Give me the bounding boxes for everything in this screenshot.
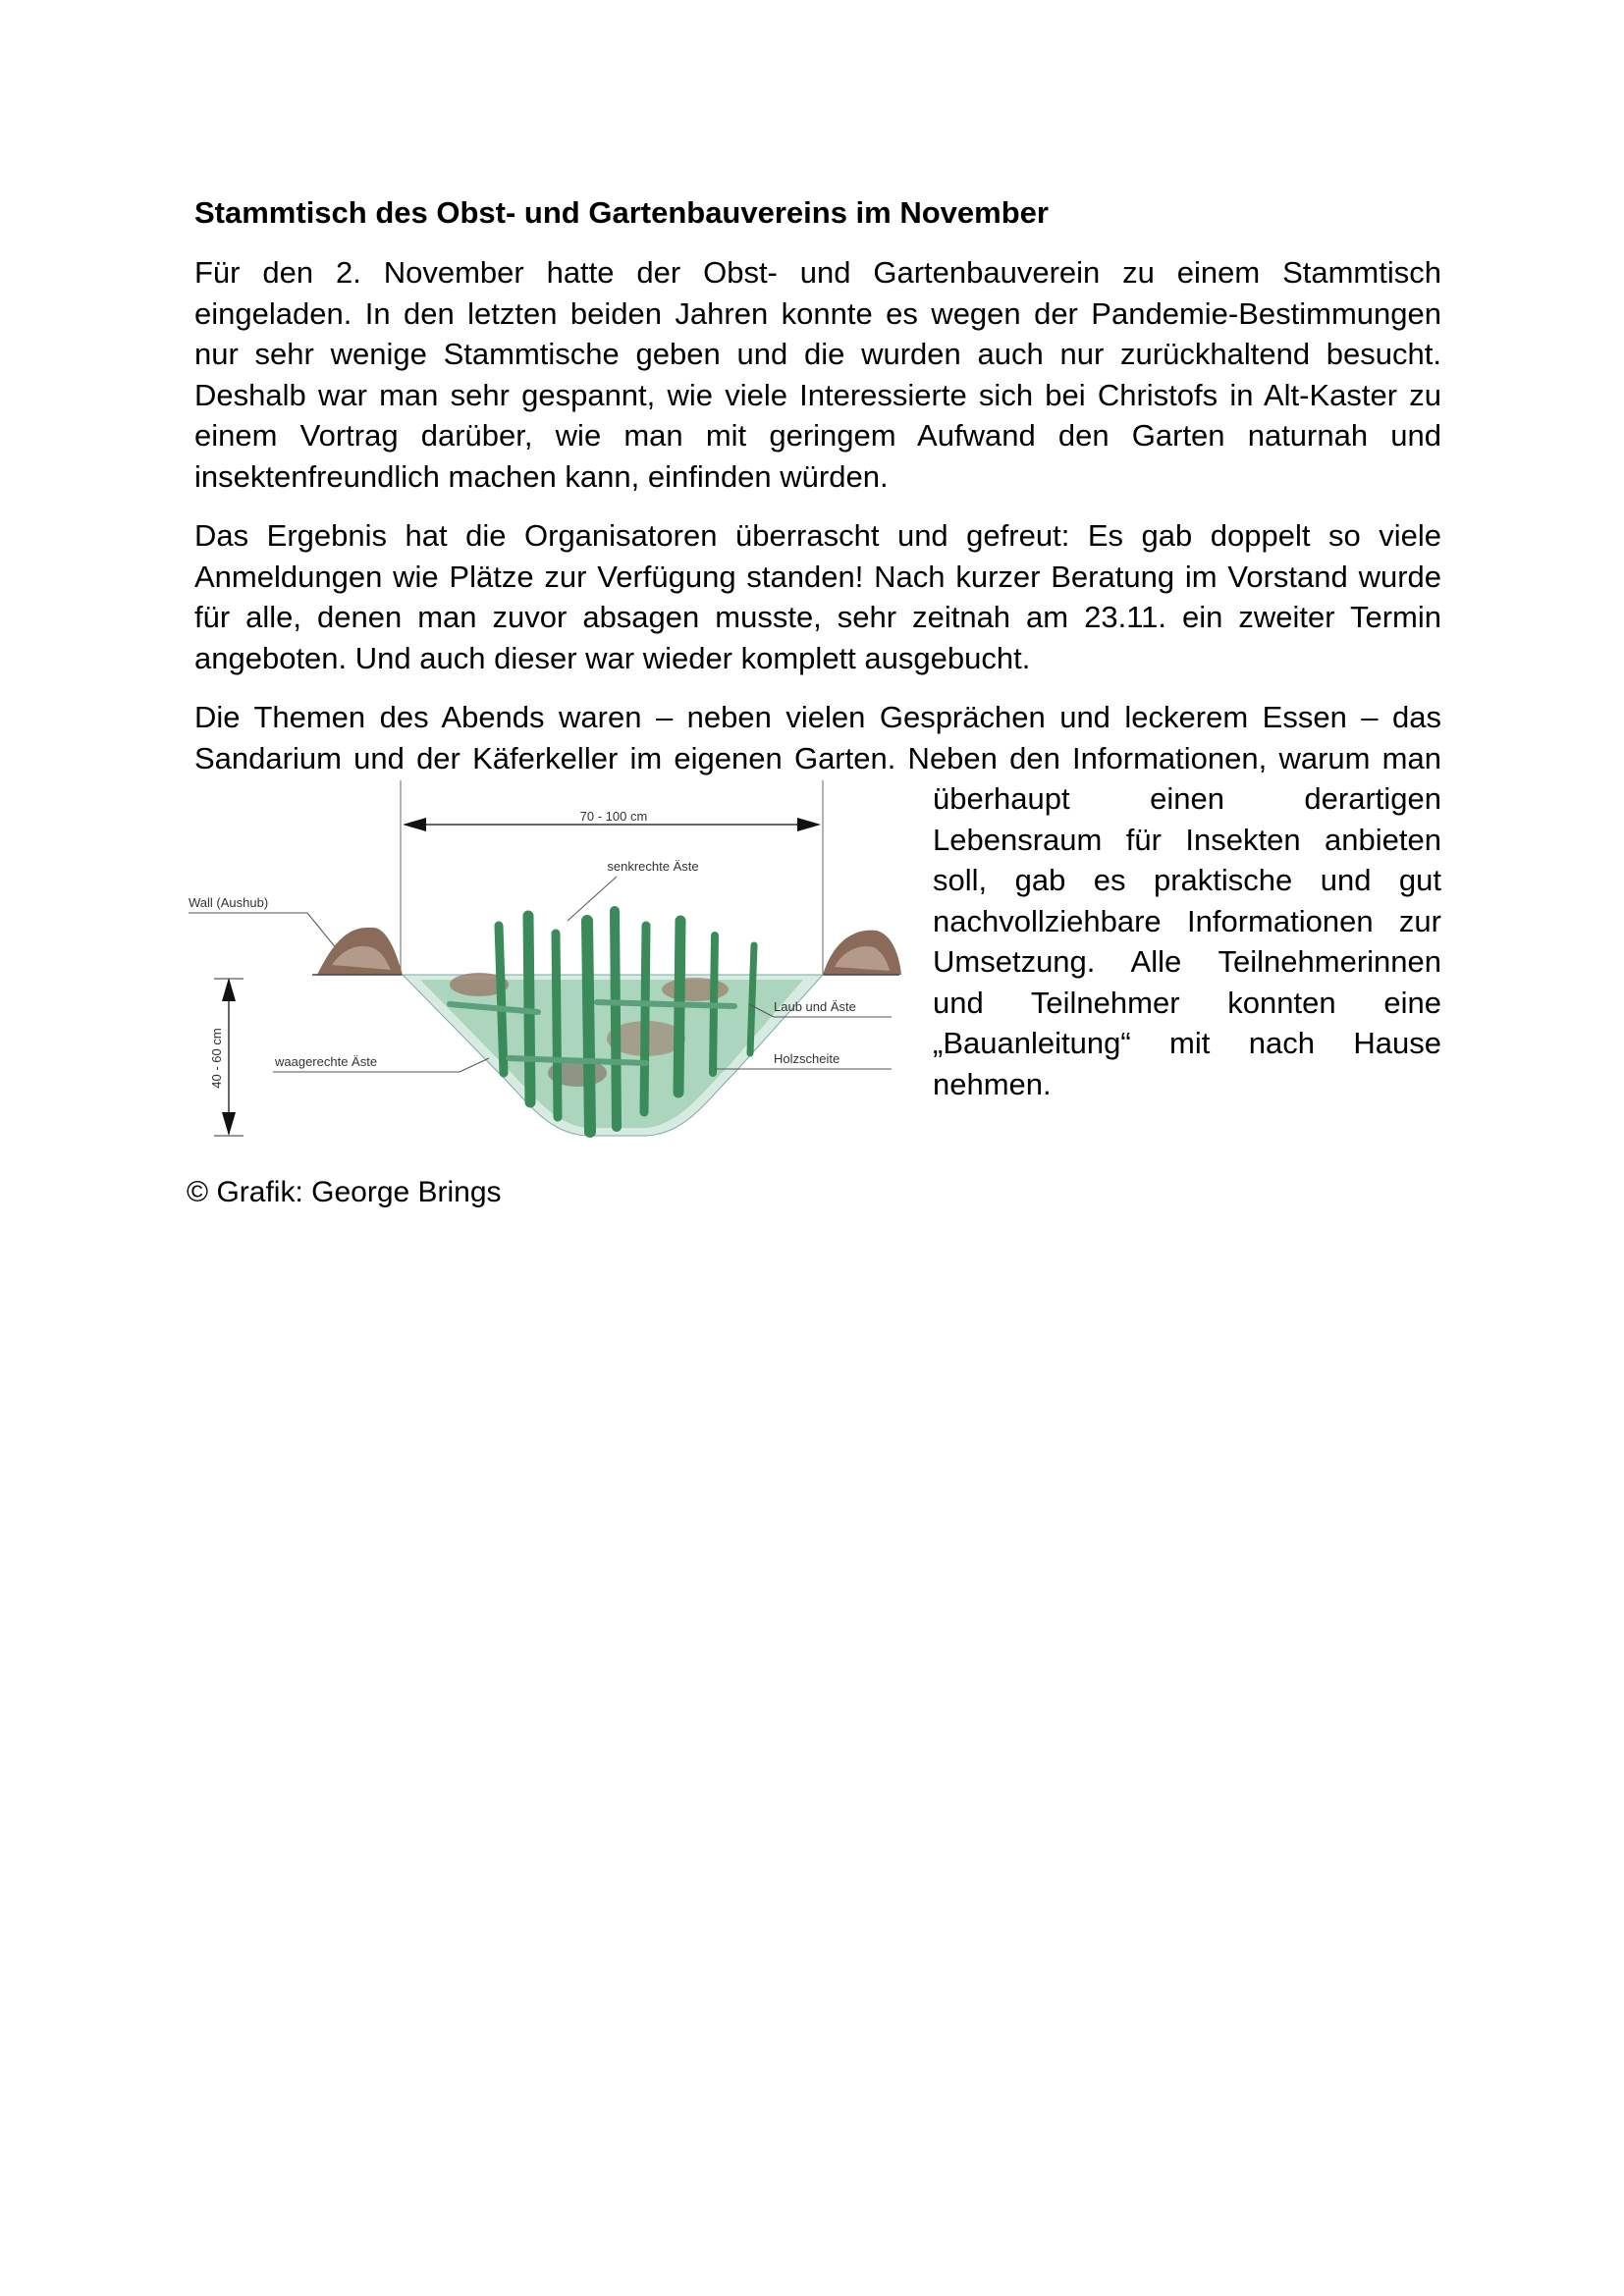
branch-4 (587, 921, 590, 1132)
branch-3 (556, 934, 558, 1117)
diagram-svg (185, 778, 901, 1142)
paragraph-3-wrap: warum man überhaupt einen derartigen Lebensraum für Insekten anbieten soll, gab es praktische und gut nachvollziehbare Informationen zur Umsetzung. Alle Teilnehmerinnen und Teilnehmer konnten eine „Bauanleitung“ mit nach Hause nehmen. (933, 740, 1441, 1101)
article-title: Stammtisch des Obst- und Gartenbauvereins im November (194, 195, 1049, 230)
branch-1 (499, 926, 504, 1073)
horizontal-branches-leader (460, 1058, 489, 1072)
leaves-label: Laub und Äste (774, 999, 856, 1014)
width-arrowhead-right (797, 818, 821, 831)
branch-9 (750, 945, 754, 1053)
figure-caption: © Grafik: George Brings (187, 1176, 502, 1208)
vertical-branches-label: senkrechte Äste (607, 859, 699, 874)
depth-arrowhead-bottom (222, 1112, 236, 1136)
leaf-clump-2 (662, 978, 729, 1001)
paragraph-3 (189, 697, 1441, 1104)
kaeferkeller-diagram (185, 778, 901, 1142)
horizontal-branches-label: waagerechte Äste (275, 1054, 378, 1069)
branch-6 (644, 926, 646, 1112)
wall-label: Wall (Aushub) (189, 895, 269, 910)
depth-arrowhead-top (222, 978, 236, 1001)
width-label: 70 - 100 cm (579, 809, 648, 824)
depth-label: 40 - 60 cm (209, 1028, 224, 1089)
branch-5 (615, 911, 617, 1127)
paragraph-1: Für den 2. November hatte der Obst- und Gartenbauverein zu einem Stammtisch eingeladen. In den letzten beiden Jahren konnte es wegen der Pandemie-Bestimmungen nur sehr wenige Stammtische geben und die wurden auch nur zurückhaltend besucht. Deshalb war man sehr gespannt, wie viele Interessierte sich bei Christofs in Alt-Kaster zu einem Vortrag darüber, wie man mit geringem Aufwand den Garten naturnah und insektenfreundlich machen kann, einfinden würden. (194, 255, 1441, 494)
h-branch-2 (597, 1002, 734, 1006)
paragraph-2: Das Ergebnis hat die Organisatoren überrascht und gefreut: Es gab doppelt so viele Anmeldungen wie Plätze zur Verfügung standen! Nach kurzer Beratung im Vorstand wurde für alle, denen man zuvor absagen musste, sehr zeitnah am 23.11. ein zweiter Termin angeboten. Und auch dieser war wieder komplett ausgebucht. (194, 518, 1441, 675)
article (189, 189, 1441, 1142)
vertical-branches-leader (568, 877, 617, 921)
logs-label: Holzscheite (774, 1051, 840, 1066)
width-arrowhead-left (403, 818, 426, 831)
paragraph-3-intro: Die Themen des Abends waren – neben vielen Gesprächen und leckerem Essen – das Sandarium und der Käferkeller im eigenen Garten. Neben den Informationen, (194, 700, 1441, 775)
